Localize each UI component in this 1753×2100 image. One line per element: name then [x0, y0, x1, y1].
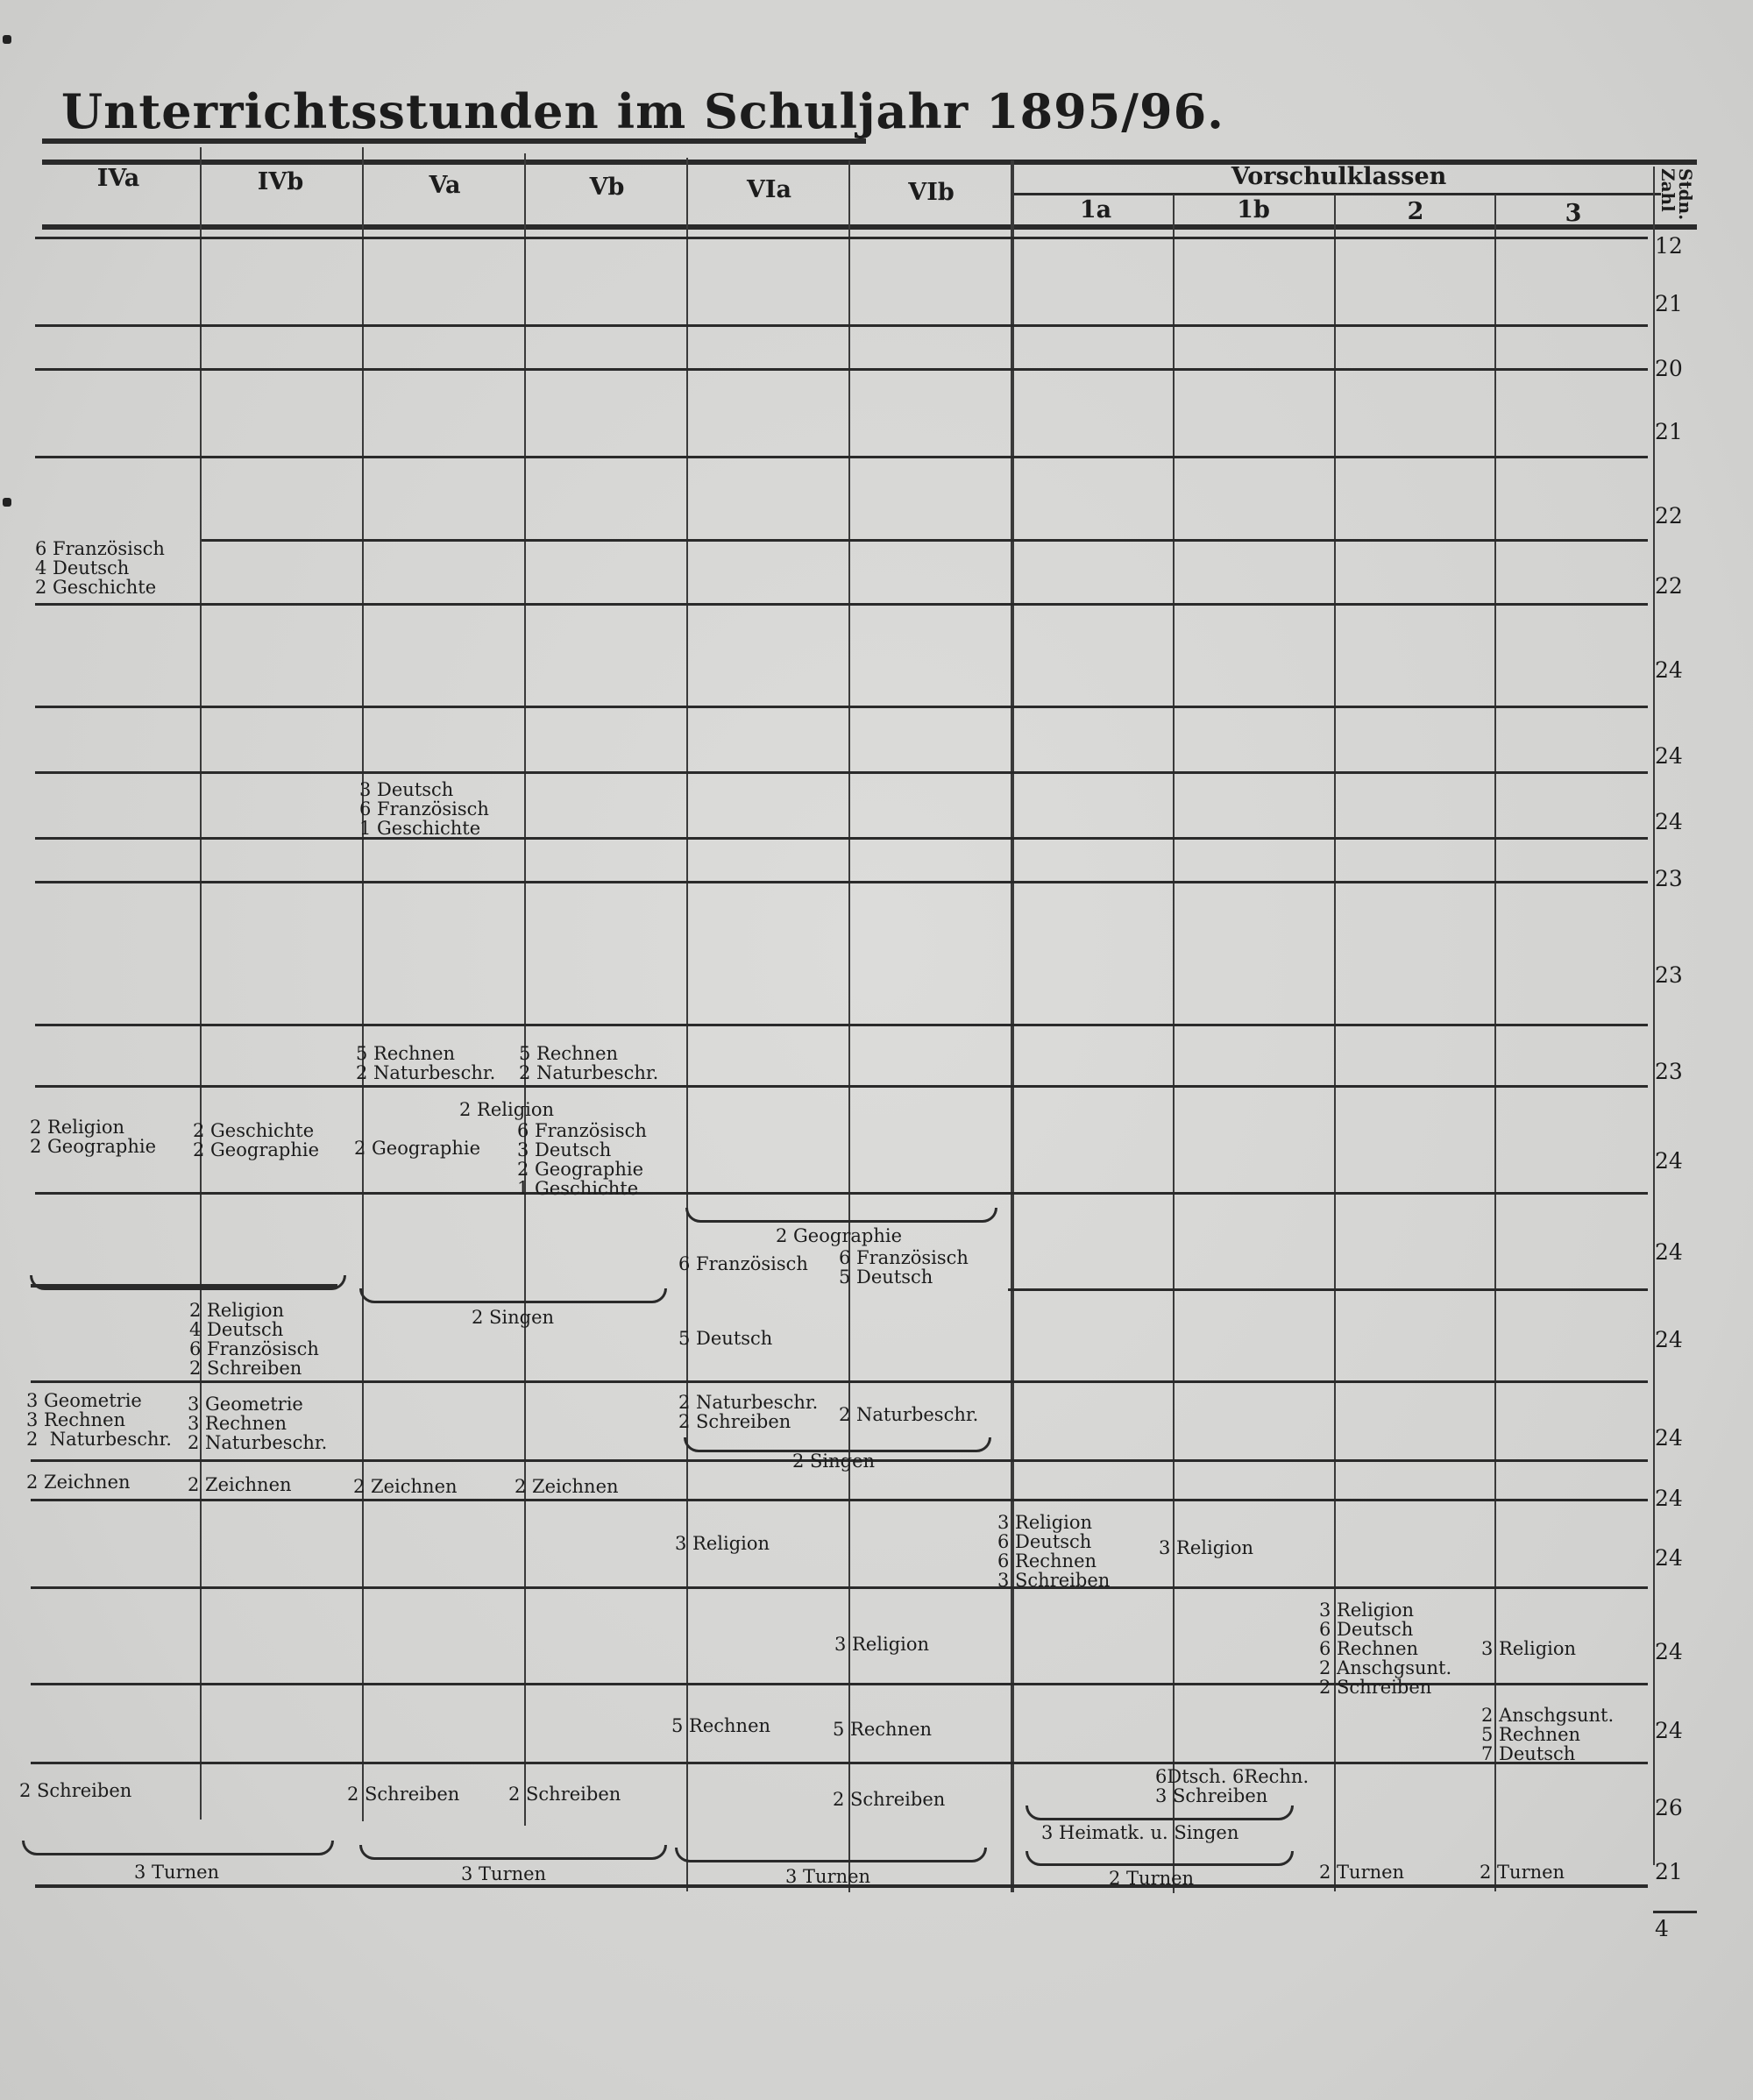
cell-2-1: 3 Religion 6 Deutsch 6 Rechnen 2 Anschgsunt. 2 Schreiben — [1319, 1600, 1452, 1698]
col-divider — [1173, 195, 1175, 1893]
row-rule — [35, 1085, 1648, 1088]
brace-vi-turnen — [675, 1848, 987, 1862]
cell-iva-schreiben: 2 Schreiben — [19, 1780, 132, 1801]
cell-3-2: 2 Anschgsunt. 5 Rechnen 7 Deutsch — [1481, 1705, 1615, 1764]
header-bottom-rule — [42, 224, 1697, 230]
row-rule — [202, 539, 1648, 542]
cell-1a-1: 3 Religion 6 Deutsch 6 Rechnen 3 Schreiben — [997, 1512, 1111, 1591]
hours-cell: 24 — [1655, 1425, 1683, 1451]
cell-3-turnen: 2 Turnen — [1480, 1862, 1565, 1883]
cell-vb-3: 6 Französisch 3 Deutsch 2 Geographie 1 Geschichte — [517, 1120, 647, 1199]
cell-vib-religion: 3 Religion — [834, 1634, 930, 1655]
hours-cell: 21 — [1655, 291, 1683, 316]
row-rule — [1008, 1288, 1648, 1291]
col-header-va: Va — [429, 172, 461, 199]
hours-cell: 22 — [1655, 573, 1683, 599]
hours-cell: 24 — [1655, 1239, 1683, 1265]
row-rule — [35, 706, 1648, 708]
brace-vi-geographie — [685, 1208, 997, 1223]
col-divider — [524, 153, 526, 1826]
cell-va-vb-religion: 2 Religion — [459, 1099, 555, 1120]
cell-ivb-3: 2 Religion 4 Deutsch 6 Französisch 2 Schreiben — [189, 1300, 319, 1379]
row-rule — [31, 1499, 1648, 1501]
cell-iv-turnen: 3 Turnen — [134, 1862, 220, 1883]
col-header-1a: 1a — [1079, 196, 1112, 223]
binding-mark — [3, 498, 11, 507]
cell-vi-turnen: 3 Turnen — [785, 1866, 871, 1887]
hours-cell: 24 — [1655, 657, 1683, 683]
cell-va-2: 5 Rechnen 2 Naturbeschr. — [356, 1043, 496, 1083]
hours-cell: 21 — [1655, 419, 1683, 444]
col-header-2: 2 — [1407, 198, 1424, 225]
cell-v-singen: 2 Singen — [472, 1307, 555, 1328]
cell-vib-rechnen: 5 Rechnen — [833, 1719, 933, 1740]
cell-vib-schreiben: 2 Schreiben — [833, 1789, 946, 1810]
cell-vib-2: 2 Naturbeschr. — [839, 1404, 979, 1425]
row-rule — [35, 324, 1648, 327]
cell-3-1: 3 Religion — [1481, 1638, 1577, 1659]
hours-cell: 23 — [1655, 962, 1683, 988]
hours-cell: 22 — [1655, 503, 1683, 529]
hours-cell: 24 — [1655, 1327, 1683, 1352]
cell-ivb-4: 3 Geometrie 3 Rechnen 2 Naturbeschr. — [188, 1394, 328, 1453]
col-header-1b: 1b — [1237, 196, 1270, 223]
cell-via-religion: 3 Religion — [675, 1533, 770, 1554]
brace-vi-singen — [684, 1437, 991, 1452]
row-rule — [35, 1024, 1648, 1026]
cell-via-2: 5 Deutsch — [678, 1328, 773, 1349]
hours-cell: 26 — [1655, 1795, 1683, 1820]
group-divider — [1011, 160, 1014, 1892]
brace-1-heimatkunde — [1026, 1806, 1294, 1820]
page-title: Unterrichtsstunden im Schuljahr 1895/96. — [61, 83, 1224, 139]
cell-1-heimatkunde: 3 Heimatk. u. Singen — [1041, 1822, 1239, 1843]
cell-iva-1: 6 Französisch 4 Deutsch 2 Geschichte — [35, 538, 165, 598]
col-header-via: VIa — [746, 176, 792, 203]
group-header-vorschulklassen: Vorschulklassen — [1231, 163, 1447, 190]
hours-cell: 4 — [1655, 1916, 1669, 1941]
hours-cell: 24 — [1655, 1545, 1683, 1571]
cell-ivb-zeichnen: 2 Zeichnen — [188, 1474, 292, 1495]
row-rule — [35, 1192, 1648, 1195]
cell-iva-3: 3 Geometrie 3 Rechnen 2 Naturbeschr. — [26, 1390, 172, 1450]
hours-cell: 20 — [1655, 356, 1683, 381]
cell-vb-2: 5 Rechnen 2 Naturbeschr. — [519, 1043, 659, 1083]
cell-va-1: 3 Deutsch 6 Französisch 1 Geschichte — [359, 779, 489, 839]
cell-2-turnen: 2 Turnen — [1319, 1862, 1405, 1883]
col-header-iva: IVa — [96, 165, 140, 192]
binding-mark — [3, 35, 11, 44]
cell-vi-singen: 2 Singen — [792, 1451, 876, 1472]
hours-cell: 23 — [1655, 866, 1683, 891]
cell-ivb-2: 2 Geschichte 2 Geographie — [193, 1120, 319, 1160]
hours-cell: 21 — [1655, 1859, 1683, 1884]
hours-cell: 12 — [1655, 233, 1683, 259]
brace-iv-turnen — [22, 1841, 334, 1855]
hours-cell: 24 — [1655, 1718, 1683, 1743]
cell-vb-schreiben: 2 Schreiben — [508, 1784, 621, 1805]
col-divider — [848, 160, 850, 1892]
hours-cell: 24 — [1655, 1486, 1683, 1511]
cell-vi-geographie: 2 Geographie — [776, 1225, 902, 1246]
cell-va-3: 2 Geographie — [354, 1138, 480, 1159]
col-divider — [1494, 195, 1496, 1891]
brace-iv-row — [30, 1275, 346, 1290]
cell-1b-1: 3 Religion — [1159, 1537, 1254, 1558]
cell-va-zeichnen: 2 Zeichnen — [353, 1476, 458, 1497]
row-rule-last — [1653, 1911, 1697, 1913]
col-header-stunden-zahl: Stdn. Zahl — [1657, 168, 1696, 221]
cell-vb-zeichnen: 2 Zeichnen — [515, 1476, 619, 1497]
group-sub-rule — [1012, 193, 1661, 195]
brace-v-turnen — [359, 1845, 667, 1860]
hours-cell: 24 — [1655, 1148, 1683, 1174]
col-header-vib: VIb — [908, 179, 955, 206]
row-rule — [35, 368, 1648, 371]
col-header-vb: Vb — [589, 174, 625, 201]
hours-cell: 24 — [1655, 743, 1683, 769]
cell-via-1: 6 Französisch — [678, 1253, 808, 1274]
title-underline — [42, 138, 866, 144]
cell-1-turnen: 2 Turnen — [1109, 1868, 1195, 1889]
hours-cell: 23 — [1655, 1059, 1683, 1084]
brace-1-turnen — [1026, 1851, 1294, 1866]
row-rule — [31, 1762, 1648, 1764]
row-rule — [31, 1380, 1648, 1383]
cell-v-turnen: 3 Turnen — [461, 1863, 547, 1884]
cell-1b-2: 6Dtsch. 6Rechn. 3 Schreiben — [1155, 1766, 1309, 1806]
row-rule — [35, 603, 1648, 606]
hours-cell: 24 — [1655, 809, 1683, 834]
cell-via-3: 2 Naturbeschr. 2 Schreiben — [678, 1392, 819, 1432]
col-header-ivb: IVb — [257, 168, 304, 195]
cell-vib-1: 6 Französisch 5 Deutsch — [839, 1247, 969, 1288]
row-rule — [35, 771, 1648, 774]
row-rule — [35, 881, 1648, 883]
row-rule — [35, 837, 1648, 840]
col-divider — [362, 147, 364, 1821]
cell-via-rechnen: 5 Rechnen — [671, 1715, 771, 1736]
row-rule — [31, 1586, 1648, 1589]
col-divider — [200, 147, 202, 1820]
hours-cell: 24 — [1655, 1639, 1683, 1664]
row-rule — [35, 456, 1648, 458]
row-rule — [35, 237, 1648, 239]
cell-iva-zeichnen: 2 Zeichnen — [26, 1472, 131, 1493]
cell-iva-2: 2 Religion 2 Geographie — [30, 1117, 156, 1157]
col-header-3: 3 — [1565, 200, 1582, 227]
brace-v-singen — [359, 1288, 667, 1303]
cell-va-schreiben: 2 Schreiben — [347, 1784, 460, 1805]
